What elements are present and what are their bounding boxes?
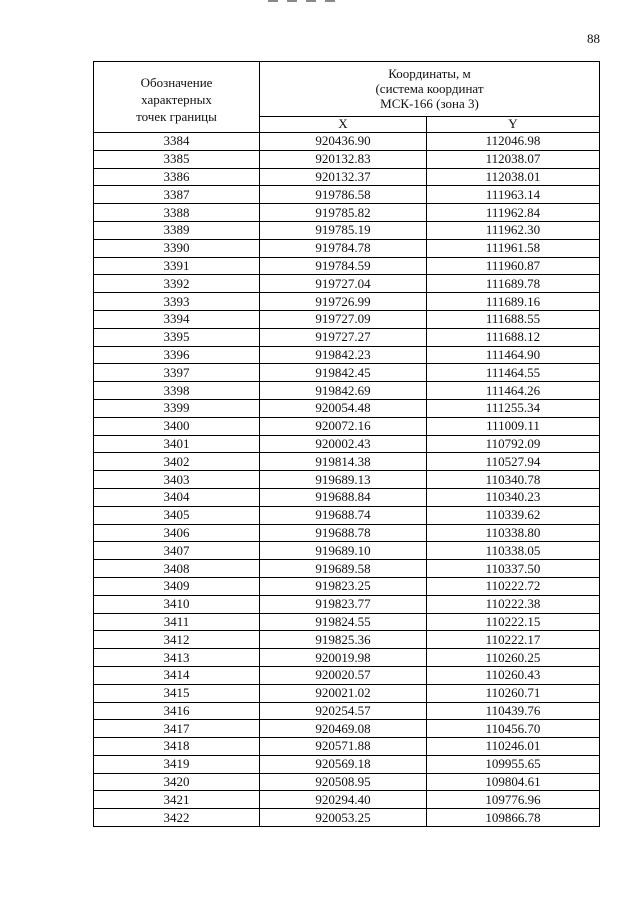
table-row	[94, 364, 600, 382]
y-coordinate-cell: 112046.98	[427, 133, 600, 151]
x-coordinate-cell: 919689.58	[260, 560, 427, 578]
coordinates-table	[93, 61, 600, 827]
point-id-cell: 3420	[94, 773, 260, 791]
point-id-cell: 3391	[94, 257, 260, 275]
x-column-header: X	[260, 116, 427, 132]
y-coordinate-cell: 111464.55	[427, 364, 600, 382]
table-row	[94, 471, 600, 489]
y-coordinate-cell: 110338.05	[427, 542, 600, 560]
point-id-cell: 3390	[94, 239, 260, 257]
y-coordinate-cell: 112038.07	[427, 150, 600, 168]
table-row	[94, 168, 600, 186]
y-coordinate-cell: 109866.78	[427, 809, 600, 827]
point-id-cell: 3414	[94, 666, 260, 684]
x-coordinate-cell: 919785.82	[260, 204, 427, 222]
point-id-cell: 3407	[94, 542, 260, 560]
table-row	[94, 524, 600, 542]
x-coordinate-cell: 919689.10	[260, 542, 427, 560]
table-row	[94, 613, 600, 631]
table-row	[94, 631, 600, 649]
point-id-cell: 3411	[94, 613, 260, 631]
x-coordinate-cell: 920020.57	[260, 666, 427, 684]
y-coordinate-cell: 110222.72	[427, 577, 600, 595]
scan-mark	[287, 0, 297, 2]
y-coordinate-cell: 110340.78	[427, 471, 600, 489]
y-coordinate-cell: 110260.71	[427, 684, 600, 702]
point-id-cell: 3393	[94, 293, 260, 311]
y-coordinate-cell: 110339.62	[427, 506, 600, 524]
header-line: (система координат	[375, 81, 484, 97]
x-coordinate-cell: 920054.48	[260, 399, 427, 417]
point-id-cell: 3387	[94, 186, 260, 204]
point-id-cell: 3384	[94, 133, 260, 151]
point-id-cell: 3394	[94, 310, 260, 328]
y-coordinate-cell: 110456.70	[427, 720, 600, 738]
x-coordinate-cell: 920469.08	[260, 720, 427, 738]
x-coordinate-cell: 919786.58	[260, 186, 427, 204]
header-line: Координаты, м	[388, 66, 471, 82]
table-row	[94, 488, 600, 506]
point-id-cell: 3410	[94, 595, 260, 613]
x-coordinate-cell: 920571.88	[260, 738, 427, 756]
table-row	[94, 221, 600, 239]
y-coordinate-cell: 111688.12	[427, 328, 600, 346]
y-coordinate-cell: 110338.80	[427, 524, 600, 542]
x-coordinate-cell: 920072.16	[260, 417, 427, 435]
table-row	[94, 684, 600, 702]
point-id-cell: 3406	[94, 524, 260, 542]
point-id-cell: 3400	[94, 417, 260, 435]
x-coordinate-cell: 920132.83	[260, 150, 427, 168]
x-coordinate-cell: 919842.69	[260, 382, 427, 400]
point-id-cell: 3417	[94, 720, 260, 738]
x-coordinate-cell: 919823.25	[260, 577, 427, 595]
x-coordinate-cell: 919727.09	[260, 310, 427, 328]
x-coordinate-cell: 919689.13	[260, 471, 427, 489]
x-coordinate-cell: 919784.59	[260, 257, 427, 275]
y-coordinate-cell: 110439.76	[427, 702, 600, 720]
table-row	[94, 275, 600, 293]
y-coordinate-cell: 110260.43	[427, 666, 600, 684]
y-coordinate-cell: 111962.30	[427, 221, 600, 239]
x-coordinate-cell: 919688.78	[260, 524, 427, 542]
y-coordinate-cell: 111962.84	[427, 204, 600, 222]
y-coordinate-cell: 110222.38	[427, 595, 600, 613]
table-row	[94, 453, 600, 471]
page-number: 88	[587, 31, 600, 46]
point-id-cell: 3408	[94, 560, 260, 578]
y-coordinate-cell: 111689.16	[427, 293, 600, 311]
point-id-cell: 3397	[94, 364, 260, 382]
table-row	[94, 791, 600, 809]
table-row	[94, 150, 600, 168]
scan-mark	[325, 0, 335, 2]
x-coordinate-cell: 919842.23	[260, 346, 427, 364]
y-coordinate-cell: 111960.87	[427, 257, 600, 275]
x-coordinate-cell: 919688.84	[260, 488, 427, 506]
y-coordinate-cell: 111255.34	[427, 399, 600, 417]
point-id-cell: 3401	[94, 435, 260, 453]
table-row	[94, 506, 600, 524]
x-coordinate-cell: 920436.90	[260, 133, 427, 151]
table-row	[94, 239, 600, 257]
table-row	[94, 346, 600, 364]
y-coordinate-cell: 110222.17	[427, 631, 600, 649]
y-coordinate-cell: 112038.01	[427, 168, 600, 186]
point-id-cell: 3409	[94, 577, 260, 595]
x-coordinate-cell: 919823.77	[260, 595, 427, 613]
y-coordinate-cell: 111464.90	[427, 346, 600, 364]
table-row	[94, 382, 600, 400]
y-coordinate-cell: 109776.96	[427, 791, 600, 809]
y-coordinate-cell: 110222.15	[427, 613, 600, 631]
point-id-cell: 3385	[94, 150, 260, 168]
y-coordinate-cell: 110527.94	[427, 453, 600, 471]
y-coordinate-cell: 111961.58	[427, 239, 600, 257]
point-id-cell: 3396	[94, 346, 260, 364]
point-id-cell: 3421	[94, 791, 260, 809]
point-id-cell: 3392	[94, 275, 260, 293]
header-line: точек границы	[136, 108, 217, 124]
scan-mark	[306, 0, 316, 2]
table-row	[94, 310, 600, 328]
x-coordinate-cell: 919842.45	[260, 364, 427, 382]
point-id-cell: 3413	[94, 649, 260, 667]
table-row	[94, 293, 600, 311]
y-coordinate-cell: 110337.50	[427, 560, 600, 578]
coordinates-header	[260, 62, 600, 117]
y-coordinate-cell: 111009.11	[427, 417, 600, 435]
x-coordinate-cell: 920021.02	[260, 684, 427, 702]
x-coordinate-cell: 920053.25	[260, 809, 427, 827]
x-coordinate-cell: 919824.55	[260, 613, 427, 631]
y-coordinate-cell: 111464.26	[427, 382, 600, 400]
point-id-cell: 3399	[94, 399, 260, 417]
table-row	[94, 649, 600, 667]
y-coordinate-cell: 110340.23	[427, 488, 600, 506]
point-id-cell: 3412	[94, 631, 260, 649]
x-coordinate-cell: 920002.43	[260, 435, 427, 453]
header-line: Обозначение	[140, 74, 213, 90]
x-coordinate-cell: 920132.37	[260, 168, 427, 186]
header-line: характерных	[141, 91, 212, 107]
point-id-cell: 3405	[94, 506, 260, 524]
table-row	[94, 542, 600, 560]
table-row	[94, 417, 600, 435]
point-id-cell: 3416	[94, 702, 260, 720]
point-id-cell: 3404	[94, 488, 260, 506]
header-line: МСК-166 (зона 3)	[380, 96, 479, 112]
point-id-cell: 3388	[94, 204, 260, 222]
table-row	[94, 755, 600, 773]
point-id-cell: 3386	[94, 168, 260, 186]
point-id-cell: 3422	[94, 809, 260, 827]
table-row	[94, 186, 600, 204]
y-coordinate-cell: 109804.61	[427, 773, 600, 791]
point-id-cell: 3403	[94, 471, 260, 489]
table-row	[94, 595, 600, 613]
table-row	[94, 809, 600, 827]
x-coordinate-cell: 919727.04	[260, 275, 427, 293]
table-row	[94, 773, 600, 791]
x-coordinate-cell: 920508.95	[260, 773, 427, 791]
y-coordinate-cell: 110260.25	[427, 649, 600, 667]
top-scan-marks	[268, 0, 338, 4]
point-id-cell: 3398	[94, 382, 260, 400]
y-coordinate-cell: 111963.14	[427, 186, 600, 204]
table-row	[94, 435, 600, 453]
y-coordinate-cell: 109955.65	[427, 755, 600, 773]
x-coordinate-cell: 919726.99	[260, 293, 427, 311]
x-coordinate-cell: 919825.36	[260, 631, 427, 649]
table-body	[94, 133, 600, 827]
y-coordinate-cell: 110792.09	[427, 435, 600, 453]
point-id-cell: 3389	[94, 221, 260, 239]
y-column-header: Y	[427, 116, 600, 132]
table-row	[94, 577, 600, 595]
table-row	[94, 257, 600, 275]
x-coordinate-cell: 920254.57	[260, 702, 427, 720]
table-row	[94, 399, 600, 417]
x-coordinate-cell: 920569.18	[260, 755, 427, 773]
table-row	[94, 666, 600, 684]
point-id-cell: 3415	[94, 684, 260, 702]
x-coordinate-cell: 919814.38	[260, 453, 427, 471]
y-coordinate-cell: 111689.78	[427, 275, 600, 293]
point-id-cell: 3419	[94, 755, 260, 773]
x-coordinate-cell: 919785.19	[260, 221, 427, 239]
x-coordinate-cell: 919688.74	[260, 506, 427, 524]
table-row	[94, 328, 600, 346]
point-id-cell: 3402	[94, 453, 260, 471]
point-id-cell: 3395	[94, 328, 260, 346]
table-row	[94, 702, 600, 720]
table-row	[94, 720, 600, 738]
table-row	[94, 560, 600, 578]
point-id-cell: 3418	[94, 738, 260, 756]
point-designation-header	[94, 62, 260, 133]
table-row	[94, 204, 600, 222]
table-row	[94, 738, 600, 756]
x-coordinate-cell: 919727.27	[260, 328, 427, 346]
x-coordinate-cell: 920294.40	[260, 791, 427, 809]
table-row	[94, 133, 600, 151]
scan-mark	[268, 0, 278, 2]
y-coordinate-cell: 111688.55	[427, 310, 600, 328]
x-coordinate-cell: 919784.78	[260, 239, 427, 257]
y-coordinate-cell: 110246.01	[427, 738, 600, 756]
x-coordinate-cell: 920019.98	[260, 649, 427, 667]
